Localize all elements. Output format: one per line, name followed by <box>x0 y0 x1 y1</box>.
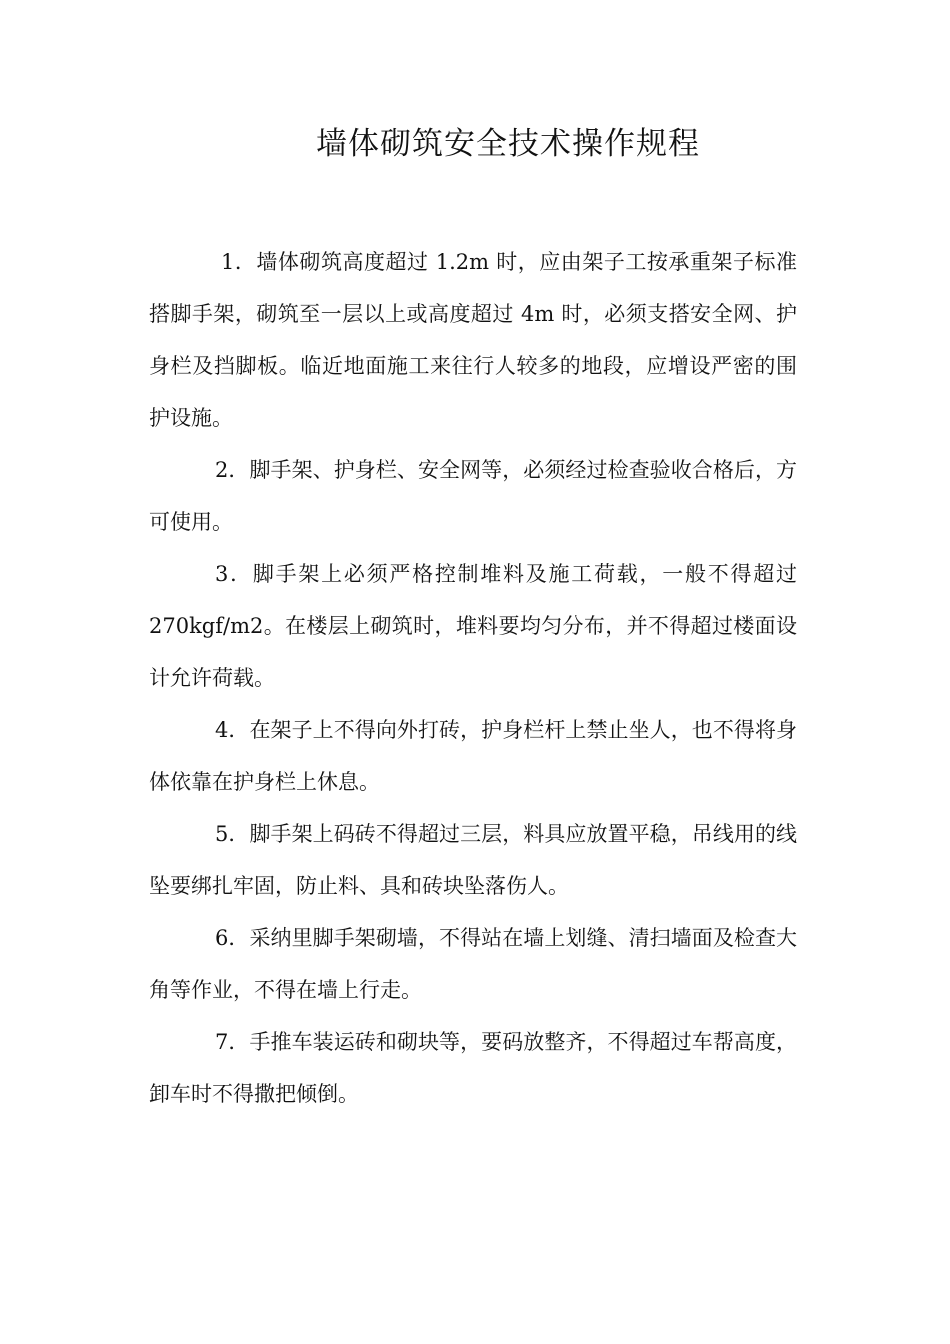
paragraph-1: 1．墙体砌筑高度超过 1.2m 时，应由架子工按承重架子标准搭脚手架，砌筑至一层以上或高度超过 4m 时，必须支搭安全网、护身栏及挡脚板。临近地面施工来往行人较多的地段，应增设严密的围护设施。 <box>149 250 797 430</box>
document-title: 墙体砌筑安全技术操作规程 <box>316 126 700 162</box>
paragraph-3: 3．脚手架上必须严格控制堆料及施工荷载，一般不得超过 270kgf/m2。在楼层上砌筑时，堆料要均匀分布，并不得超过楼面设计允许荷载。 <box>149 562 797 690</box>
paragraph-6: 6．采纳里脚手架砌墙，不得站在墙上划缝、清扫墙面及检查大角等作业，不得在墙上行走。 <box>149 926 797 1002</box>
paragraph-7: 7．手推车装运砖和砌块等，要码放整齐，不得超过车帮高度，卸车时不得撒把倾倒。 <box>149 1030 797 1106</box>
document-body <box>149 236 797 1120</box>
paragraph-5: 5．脚手架上码砖不得超过三层，料具应放置平稳，吊线用的线坠要绑扎牢固，防止料、具和砖块坠落伤人。 <box>149 822 797 898</box>
paragraph-2: 2．脚手架、护身栏、安全网等，必须经过检查验收合格后，方可使用。 <box>149 458 797 534</box>
paragraph-4: 4．在架子上不得向外打砖，护身栏杆上禁止坐人，也不得将身体依靠在护身栏上休息。 <box>149 718 797 794</box>
